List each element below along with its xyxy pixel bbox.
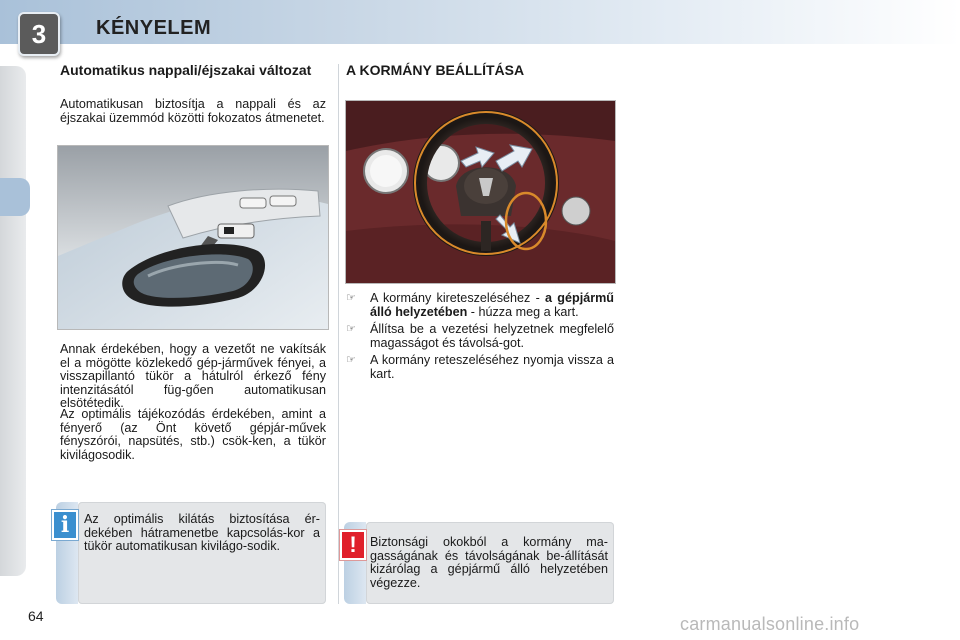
step-1-bold: a gépjármű álló helyzetében — [370, 291, 614, 319]
auto-dimming-intro: Automatikusan biztosítja a nappali és az éjszakai üzemmód közötti fokozatos átmenetet. — [60, 97, 326, 125]
dimming-paragraph: Annak érdekében, hogy a vezetőt ne vakítsák el a mögötte közlekedő gép-járművek fényei, a visszapillantó tükör a hátulról érkező fény intenzitásától füg-gően automatikusan elsötétedik. — [60, 342, 326, 411]
side-rail — [0, 66, 26, 576]
step-3-text: A kormány reteszeléséhez nyomja vissza a kart. — [370, 353, 614, 381]
chapter-title: KÉNYELEM — [96, 17, 212, 39]
side-tab-marker — [0, 178, 30, 216]
info-note-text: Az optimális kilátás biztosítása ér-dekében hátramenetbe kapcsolás-kor a tükör automatikusan kivilágo-sodik. — [84, 512, 320, 554]
info-icon: i — [52, 510, 78, 540]
steering-step-1 — [346, 292, 614, 319]
pointing-hand-icon: ☞ — [346, 323, 356, 336]
warning-note-text: Biztonsági okokból a kormány ma-gasságának és távolságának be-állítását kizárólag a gépjármű álló helyzetében végezze. — [370, 535, 608, 590]
rearview-mirror-photo — [57, 145, 329, 330]
warning-icon: ! — [340, 530, 366, 560]
steering-wheel-photo — [345, 100, 616, 284]
steering-steps-list — [346, 292, 614, 386]
step-1-text: A kormány kireteszeléséhez - — [370, 291, 546, 305]
auto-dimming-heading: Automatikus nappali/éjszakai változat — [60, 62, 312, 78]
steering-step-2 — [346, 323, 614, 350]
pointing-hand-icon: ☞ — [346, 292, 356, 304]
column-divider — [338, 64, 339, 604]
chapter-number-badge: 3 — [18, 12, 60, 56]
step-1-text-end: - húzza meg a kart. — [467, 304, 579, 319]
step-2-text: Állítsa be a vezetési helyzetnek megfelelő magasságot és távolsá-got. — [370, 322, 614, 350]
brightening-paragraph: Az optimális tájékozódás érdekében, amint a fényerő (az Önt követő gépjár-művek fényszórói, napsütés, stb.) csök-ken, a tükör kivilágosodik. — [60, 407, 326, 462]
pointing-hand-icon: ☞ — [346, 354, 356, 367]
steering-heading: A KORMÁNY BEÁLLÍTÁSA — [346, 62, 525, 78]
page-number: 64 — [28, 608, 44, 624]
steering-step-3 — [346, 354, 614, 381]
watermark: carmanualsonline.info — [680, 614, 860, 634]
